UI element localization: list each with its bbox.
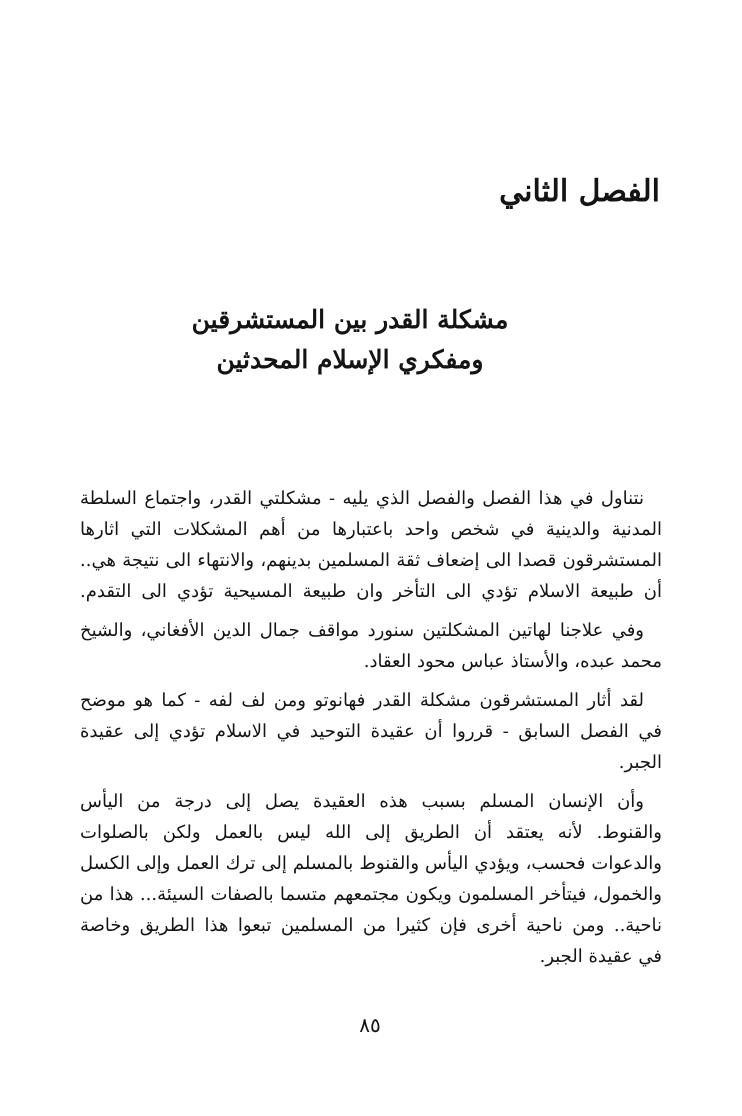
- paragraph-2: [80, 615, 662, 677]
- paragraph-4: [80, 786, 662, 972]
- text-line: الجبر.: [618, 752, 662, 773]
- chapter-title: الفصل الثاني: [499, 174, 660, 209]
- text-line: والدعوات فحسب، ويؤدي اليأس والقنوط بالمسلم إلى ترك العمل وإلى الكسل: [80, 853, 662, 874]
- text-line: المدنية والدينية في شخص واحد باعتبارها من أهم المشكلات التي اثارها: [80, 519, 662, 540]
- text-line: المستشرقون قصدا الى إضعاف ثقة المسلمين بدينهم، والانتهاء الى نتيجة هي..: [80, 550, 662, 571]
- page-number: ٨٥: [359, 1013, 381, 1037]
- text-line: ناحية.. ومن ناحية أخرى فإن كثيرا من المسلمين تبعوا هذا الطريق وخاصة: [80, 915, 662, 936]
- text-line: والخمول، فيتأخر المسلمون ويكون مجتمعهم متسما بالصفات السيئة... هذا من: [80, 884, 662, 905]
- text-line: في عقيدة الجبر.: [539, 946, 662, 967]
- text-line: في الفصل السابق - قرروا أن عقيدة التوحيد في الاسلام تؤدي إلى عقيدة: [80, 721, 662, 742]
- section-title-line-2: ومفكري الإسلام المحدثين: [216, 345, 484, 374]
- text-line: والقنوط. لأنه يعتقد أن الطريق إلى الله ليس بالعمل ولكن بالصلوات: [80, 822, 662, 843]
- paragraph-1: [80, 483, 662, 607]
- section-title: [180, 300, 520, 380]
- text-line: أن طبيعة الاسلام تؤدي الى التأخر وان طبيعة المسيحية تؤدي الى التقدم.: [80, 581, 662, 602]
- body-text: [80, 483, 662, 972]
- text-line: نتناول في هذا الفصل والفصل الذي يليه - مشكلتي القدر، واجتماع السلطة: [80, 488, 644, 509]
- text-line: محمد عبده، والأستاذ عباس محود العقاد.: [363, 651, 662, 672]
- section-title-line-1: مشكلة القدر بين المستشرقين: [191, 305, 509, 334]
- text-line: لقد أثار المستشرقون مشكلة القدر فهانوتو ومن لف لفه - كما هو موضح: [80, 690, 644, 711]
- paragraph-3: [80, 685, 662, 778]
- text-line: وفي علاجنا لهاتين المشكلتين سنورد مواقف جمال الدين الأفغاني، والشيخ: [80, 620, 644, 641]
- text-line: وأن الإنسان المسلم بسبب هذه العقيدة يصل إلى درجة من اليأس: [80, 791, 644, 812]
